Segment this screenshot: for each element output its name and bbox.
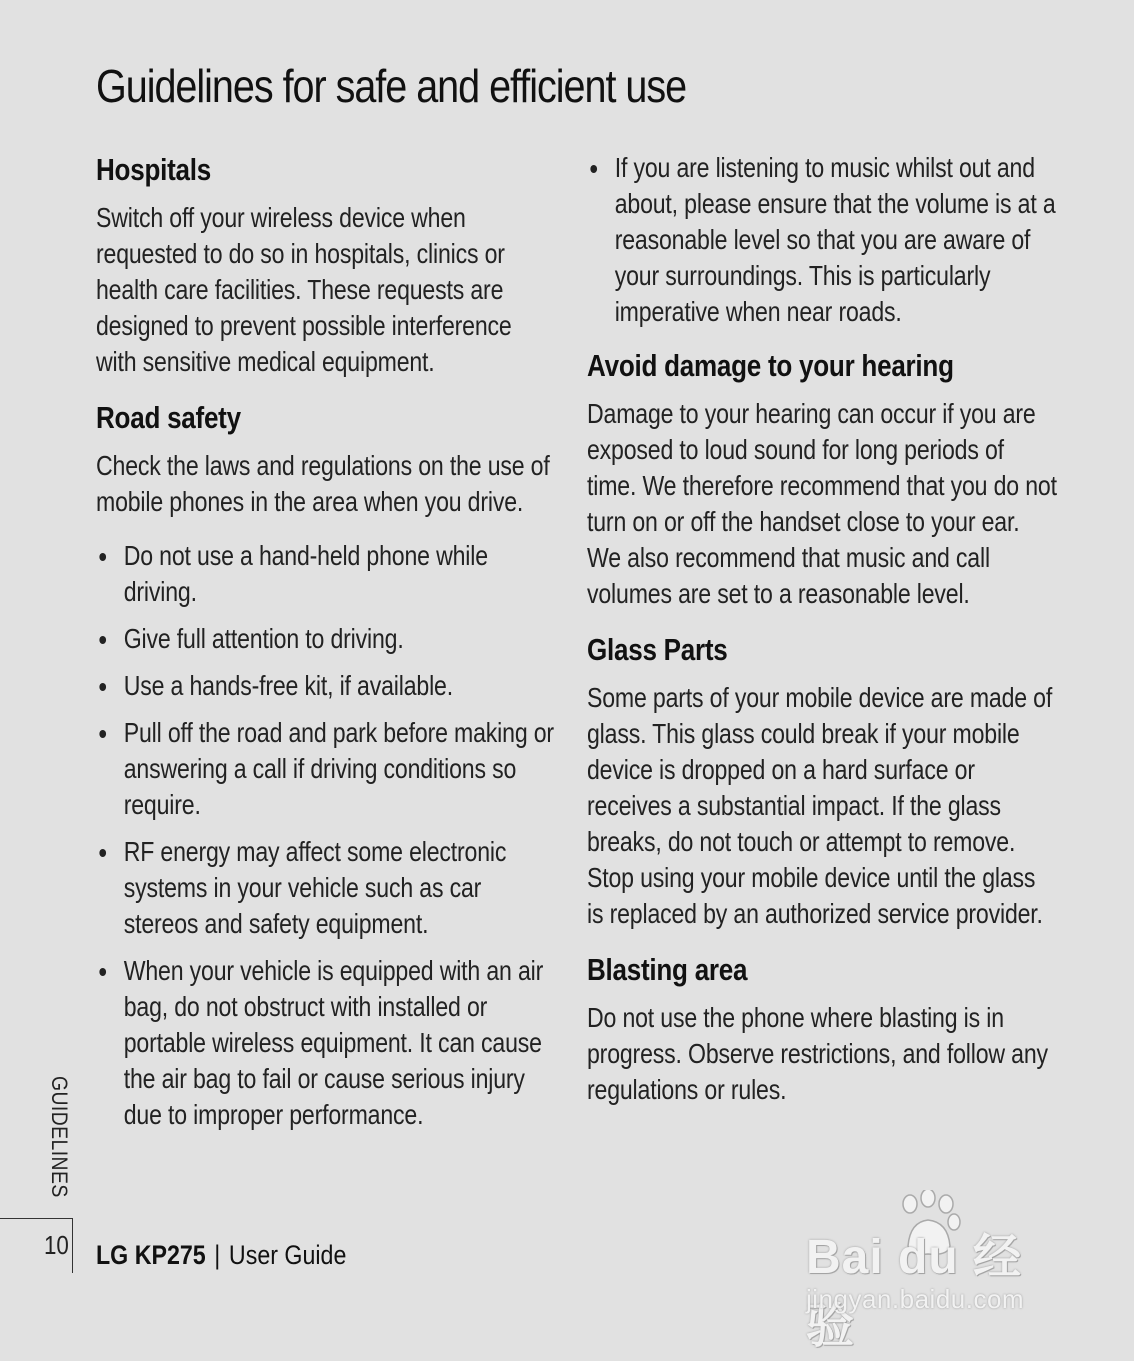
bullet-item: Pull off the road and park before making or answering a call if driving conditions so require. <box>96 715 556 823</box>
left-column-content <box>96 150 556 1133</box>
body-hospitals: Switch off your wireless device when requested to do so in hospitals, clinics or health care facilities. These requests are designed to prevent possible interference with sensitive medical equipment. <box>96 202 512 377</box>
bullet-item: Use a hands-free kit, if available. <box>96 668 556 704</box>
heading-road-safety: Road safety <box>96 400 241 435</box>
heading-glass: Glass Parts <box>587 632 728 667</box>
bullet-item: RF energy may affect some electronic systems in your vehicle such as car stereos and safety equipment. <box>96 834 556 942</box>
heading-hospitals: Hospitals <box>96 152 211 187</box>
body-glass: Some parts of your mobile device are made of glass. This glass could break if your mobile device is dropped on a hard surface or receives a substantial impact. If the glass breaks, do not touch or attempt to remove. Stop using your mobile device until the glass is replaced by an authorized service provider. <box>587 682 1053 929</box>
bullet-item: If you are listening to music whilst out and about, please ensure that the volume is at a reasonable level so that you are aware of your surroundings. This is particularly imperative when near roads. <box>587 150 1057 330</box>
section-blasting <box>587 950 1057 1108</box>
page-title: Guidelines for safe and efficient use <box>96 60 687 112</box>
bullet-item: When your vehicle is equipped with an air bag, do not obstruct with installed or portable wireless equipment. It can cause the air bag to fail or cause serious injury due to improper performance. <box>96 953 556 1133</box>
bullet-item: Do not use a hand-held phone while driving. <box>96 538 556 610</box>
heading-blasting: Blasting area <box>587 952 748 987</box>
watermark-sub-text: jingyan.baidu.com <box>806 1284 1025 1314</box>
body-hearing: Damage to your hearing can occur if you are exposed to loud sound for long periods of time. We therefore recommend that you do not turn on or off the handset close to your ear. We also recommend that music and call volumes are set to a reasonable level. <box>587 398 1057 609</box>
body-blasting: Do not use the phone where blasting is in progress. Observe restrictions, and follow any regulations or rules. <box>587 1002 1048 1105</box>
page-number: 10 <box>44 1230 69 1260</box>
footer-guide: User Guide <box>228 1240 347 1270</box>
side-rule <box>0 1218 73 1219</box>
right-column <box>587 150 1057 1126</box>
side-tab-label: GUIDELINES <box>47 1076 72 1198</box>
side-divider <box>72 1218 73 1273</box>
section-hearing <box>587 346 1057 612</box>
section-road-safety <box>96 398 556 1133</box>
left-column <box>96 150 556 1144</box>
heading-hearing: Avoid damage to your hearing <box>587 348 954 383</box>
watermark <box>800 1190 1070 1353</box>
music-bullets <box>587 150 1057 330</box>
watermark-main-text: Bai du 经验 <box>806 1231 1023 1353</box>
bullet-item: Give full attention to driving. <box>96 621 556 657</box>
footer <box>96 1240 346 1271</box>
road-safety-bullets <box>96 538 556 1133</box>
side-tab <box>46 1076 78 1202</box>
right-column-content <box>587 150 1057 1108</box>
footer-model: LG KP275 <box>96 1240 206 1270</box>
section-hospitals <box>96 150 556 380</box>
section-glass <box>587 630 1057 932</box>
body-road-safety: Check the laws and regulations on the use of mobile phones in the area when you drive. <box>96 450 550 517</box>
footer-separator: | <box>214 1240 221 1270</box>
